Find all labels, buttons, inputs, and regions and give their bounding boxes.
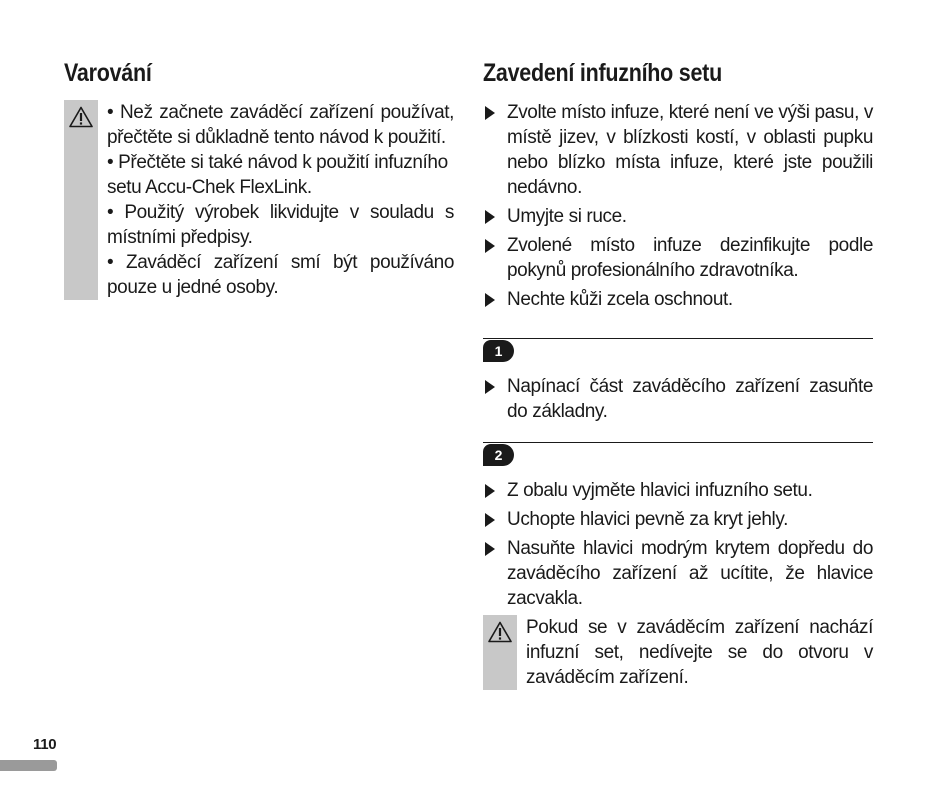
step-divider — [483, 442, 873, 443]
list-item — [483, 233, 873, 283]
list-item-text: Napínací část zaváděcího zařízení zasuňte do základny. — [507, 376, 873, 422]
list-item-text: Zvolené místo infuze dezinfikujte podle pokynů profesionálního zdravotníka. — [507, 235, 873, 281]
list-item — [483, 204, 873, 229]
warning-item: • Než začnete zaváděcí zařízení používat, přečtěte si důkladně tento návod k použití. — [107, 102, 454, 148]
insertion-section — [483, 58, 873, 690]
warning-strip — [64, 100, 98, 300]
list-item-text: Z obalu vyjměte hlavici infuzního setu. — [507, 480, 813, 501]
list-item — [483, 507, 873, 532]
list-item-text: Umyjte si ruce. — [507, 206, 627, 227]
warning-text: Pokud se v zaváděcím zařízení nachází infuzní set, nedívejte se do otvoru v zaváděcím zařízení. — [526, 617, 873, 688]
page-number: 110 — [33, 736, 57, 753]
insertion-title: Zavedení infuzního setu — [483, 59, 722, 87]
warnings-section — [64, 58, 454, 300]
list-item — [483, 478, 873, 503]
arrow-right-icon — [485, 542, 495, 556]
arrow-right-icon — [485, 513, 495, 527]
list-item-text: Nechte kůži zcela oschnout. — [507, 289, 733, 310]
arrow-right-icon — [485, 293, 495, 307]
step-2-header — [483, 442, 873, 468]
step-number-badge: 1 — [483, 340, 514, 362]
warning-triangle-icon — [69, 106, 93, 128]
warnings-title: Varování — [64, 59, 152, 87]
step-2-list — [483, 478, 873, 611]
arrow-right-icon — [485, 484, 495, 498]
warning-content — [517, 615, 873, 690]
step-number-badge: 2 — [483, 444, 514, 466]
warning-box — [64, 100, 454, 300]
warning-triangle-icon — [488, 621, 512, 643]
list-item-text: Zvolte místo infuze, které není ve výši pasu, v místě jizev, v blízkosti kostí, v oblasti pupku nebo blízko místa infuze, které jste použili nedávno. — [507, 102, 873, 198]
arrow-right-icon — [485, 210, 495, 224]
warning-content — [98, 100, 454, 300]
intro-step-list — [483, 100, 873, 312]
step-1-list — [483, 374, 873, 424]
warning-item: • Zaváděcí zařízení smí být používáno pouze u jedné osoby. — [107, 252, 454, 298]
list-item-text: Nasuňte hlavici modrým krytem dopředu do zaváděcího zařízení až ucítite, že hlavice zacvakla. — [507, 538, 873, 609]
arrow-right-icon — [485, 380, 495, 394]
list-item-text: Uchopte hlavici pevně za kryt jehly. — [507, 509, 788, 530]
arrow-right-icon — [485, 239, 495, 253]
warning-strip — [483, 615, 517, 690]
list-item — [483, 100, 873, 200]
step-1-header — [483, 338, 873, 364]
list-item — [483, 374, 873, 424]
list-item — [483, 536, 873, 611]
warning-item: • Použitý výrobek likvidujte v souladu s místními předpisy. — [107, 202, 454, 248]
step-divider — [483, 338, 873, 339]
step-2-warning-box — [483, 615, 873, 690]
list-item — [483, 287, 873, 312]
arrow-right-icon — [485, 106, 495, 120]
warning-item: • Přečtěte si také návod k použití infuzního setu Accu-Chek FlexLink. — [107, 152, 448, 198]
page-tab-bar — [0, 760, 57, 771]
